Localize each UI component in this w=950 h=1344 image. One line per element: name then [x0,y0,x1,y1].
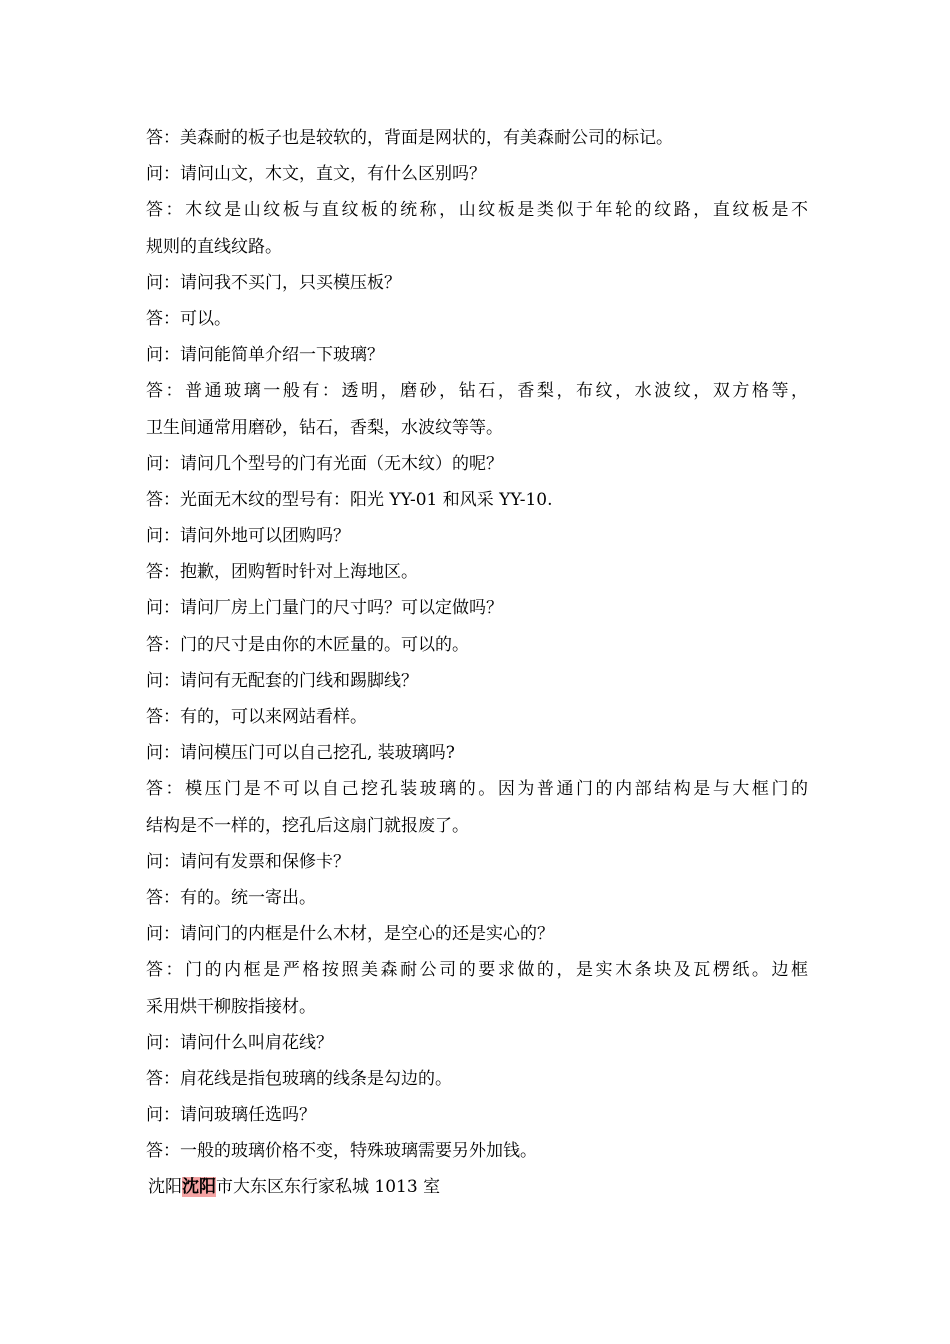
text-line: 结构是不一样的，挖孔后这扇门就报废了。 [146,815,469,836]
text-line: 答：抱歉，团购暂时针对上海地区。 [146,562,418,583]
text-line: 答：普通玻璃一般有：透明，磨砂，钻石，香梨，布纹，水波纹，双方格等， [146,381,808,402]
text-line: 问：请问我不买门，只买模压板？ [146,272,401,293]
text-line: 答：有的。统一寄出。 [146,887,316,908]
text-line: 问：请问外地可以团购吗？ [146,526,350,547]
highlighted-text: 沈阳 [182,1177,216,1198]
text-line: 问：请问山文，木文，直文，有什么区别吗？ [146,164,486,185]
address-suffix: 市大东区东行家私城 1013 室 [216,1177,441,1198]
text-line: 答：木纹是山纹板与直纹板的统称，山纹板是类似于年轮的纹路，直纹板是不 [146,200,808,221]
text-line: 答：一般的玻璃价格不变，特殊玻璃需要另外加钱。 [146,1141,537,1162]
text-line: 问：请问有无配套的门线和踢脚线？ [146,670,418,691]
text-line: 采用烘干柳胺指接材。 [146,996,316,1017]
text-line: 问：请问模压门可以自己挖孔, 装玻璃吗? [146,743,455,764]
text-line: 答：光面无木纹的型号有：阳光 YY-01 和风采 YY-10. [146,489,553,510]
address-prefix: 沈阳 [148,1177,182,1198]
address-line [146,1169,808,1205]
text-line: 问：请问门的内框是什么木材，是空心的还是实心的？ [146,924,554,945]
text-line: 问：请问玻璃任选吗？ [146,1105,316,1126]
text-line: 答：肩花线是指包玻璃的线条是勾边的。 [146,1068,452,1089]
text-line: 答：美森耐的板子也是较软的，背面是网状的，有美森耐公司的标记。 [146,128,673,148]
text-line: 答：有的，可以来网站看样。 [146,707,367,727]
text-line: 答：可以。 [146,308,231,329]
text-line: 卫生间通常用磨砂，钻石，香梨，水波纹等等。 [146,417,503,438]
text-line: 规则的直线纹路。 [146,236,282,257]
text-line: 问：请问厂房上门量门的尺寸吗？可以定做吗？ [146,598,503,619]
text-line: 答：门的内框是严格按照美森耐公司的要求做的，是实木条块及瓦楞纸。边框 [146,960,808,981]
document-body [146,120,808,1206]
text-line: 答：模压门是不可以自己挖孔装玻璃的。因为普通门的内部结构是与大框门的 [146,779,808,800]
text-line: 问：请问能简单介绍一下玻璃？ [146,345,384,366]
text-line: 问：请问几个型号的门有光面（无木纹）的呢？ [146,453,503,474]
text-line: 问：请问有发票和保修卡？ [146,851,350,872]
text-line: 答：门的尺寸是由你的木匠量的。可以的。 [146,634,469,655]
text-line: 问：请问什么叫肩花线？ [146,1032,333,1053]
